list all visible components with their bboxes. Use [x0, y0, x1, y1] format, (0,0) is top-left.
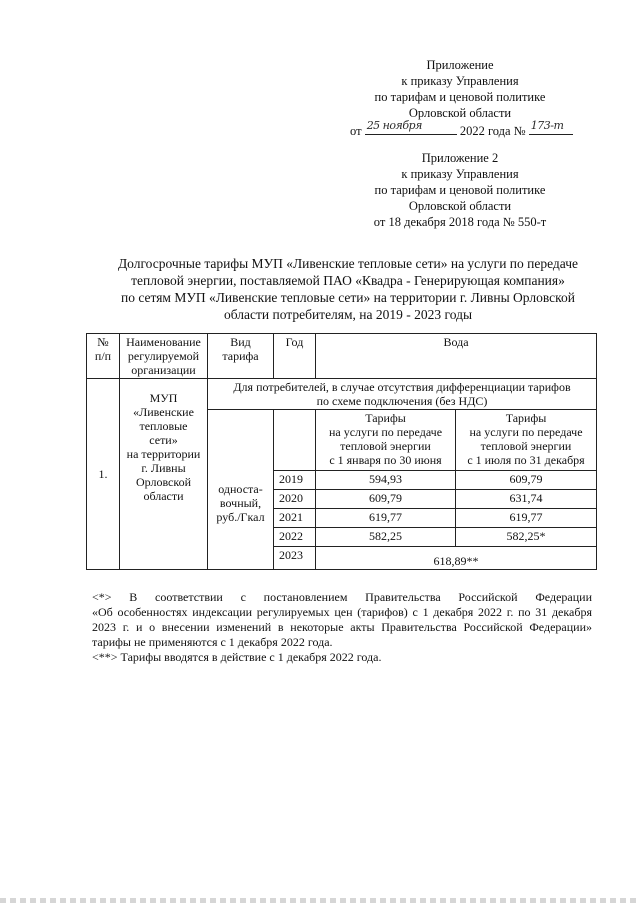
header-organization: Наименование регулируемой организации: [120, 334, 208, 379]
appendix-2-region: Орловской области: [408, 199, 512, 213]
tariff-first-half: 609,79: [316, 490, 456, 509]
table-header-row: [87, 334, 597, 379]
consumers-description: Для потребителей, в случае отсутствия дифференциации тарифов по схеме подключения (без НДС): [208, 379, 597, 410]
tariff-second-half: 631,74: [456, 490, 597, 509]
consumers-row: [87, 379, 597, 410]
year-cell: 2021: [274, 509, 316, 528]
scan-edge-artifact: [0, 898, 639, 903]
tariff-first-half: 582,25: [316, 528, 456, 547]
year-cell: 2022: [274, 528, 316, 547]
appendix-2-order-ref: к приказу Управления: [401, 167, 519, 181]
header-tariff-type: Вид тарифа: [208, 334, 274, 379]
order-prefix: от: [350, 124, 362, 138]
header-water: Вода: [316, 334, 597, 379]
year-cell: 2020: [274, 490, 316, 509]
handwritten-date: 25 ноября: [366, 119, 422, 132]
order-year: 2022 года №: [459, 124, 526, 138]
tariff-first-half: 594,93: [316, 471, 456, 490]
organization-cell: МУП «Ливенские тепловые сети» на территории г. Ливны Орловской области: [120, 379, 208, 570]
order-date-line: [350, 121, 570, 139]
appendix-2-authority: по тарифам и ценовой политике: [374, 183, 546, 197]
title-line: по сетям МУП «Ливенские тепловые сети» на территории г. Ливны Орловской: [120, 290, 576, 305]
footnote-line: 2023 г. и о внесении изменений в некоторые акты Правительства Российской Федерации»: [92, 620, 592, 634]
authority-name: по тарифам и ценовой политике: [374, 90, 546, 104]
tariff-second-half: 582,25*: [456, 528, 597, 547]
tariff-full-year: 618,89**: [316, 547, 597, 570]
document-title: [88, 255, 608, 323]
header-first-half: Тарифы на услуги по передаче тепловой энергии с 1 января по 30 июня: [316, 410, 456, 471]
title-line: Долгосрочные тарифы МУП «Ливенские тепловые сети» на услуги по передаче: [117, 256, 579, 271]
period-year-blank: [274, 410, 316, 471]
footnote-line: тарифы не применяются с 1 декабря 2022 года.: [92, 635, 333, 649]
handwritten-number-field: [529, 121, 573, 135]
tariff-second-half: 609,79: [456, 471, 597, 490]
footnote-line: «Об особенностях индексации регулируемых цен (тарифов) с 1 декабря 2022 г. по 31 декабря: [92, 605, 592, 619]
appendix-2-date: от 18 декабря 2018 года № 550-т: [373, 215, 547, 229]
row-number: 1.: [87, 379, 120, 570]
title-line: области потребителям, на 2019 - 2023 годы: [223, 307, 473, 322]
year-cell: 2019: [274, 471, 316, 490]
tariff-first-half: 619,77: [316, 509, 456, 528]
header-second-half: Тарифы на услуги по передаче тепловой энергии с 1 июля по 31 декабря: [456, 410, 597, 471]
header-number: № п/п: [87, 334, 120, 379]
footnotes: [92, 590, 592, 665]
order-ref: к приказу Управления: [401, 74, 519, 88]
appendix-2-header: [350, 150, 570, 230]
title-line: тепловой энергии, поставляемой ПАО «Квадра - Генерирующая компания»: [131, 273, 565, 288]
appendix-label: Приложение: [426, 58, 494, 72]
handwritten-number: 173-т: [530, 119, 564, 132]
handwritten-date-field: [365, 121, 457, 135]
tariff-type-cell: односта- вочный, руб./Гкал: [208, 410, 274, 570]
footnote-line: <*> В соответствии с постановлением Правительства Российской Федерации: [92, 590, 592, 604]
region-name: Орловской области: [408, 106, 512, 120]
tariff-table: [86, 333, 597, 570]
header-year: Год: [274, 334, 316, 379]
appendix-2-label: Приложение 2: [421, 151, 499, 165]
appendix-header: [350, 57, 570, 139]
year-cell: 2023: [274, 547, 316, 570]
footnote-2: <**> Тарифы вводятся в действие с 1 декабря 2022 года.: [92, 650, 382, 664]
tariff-second-half: 619,77: [456, 509, 597, 528]
